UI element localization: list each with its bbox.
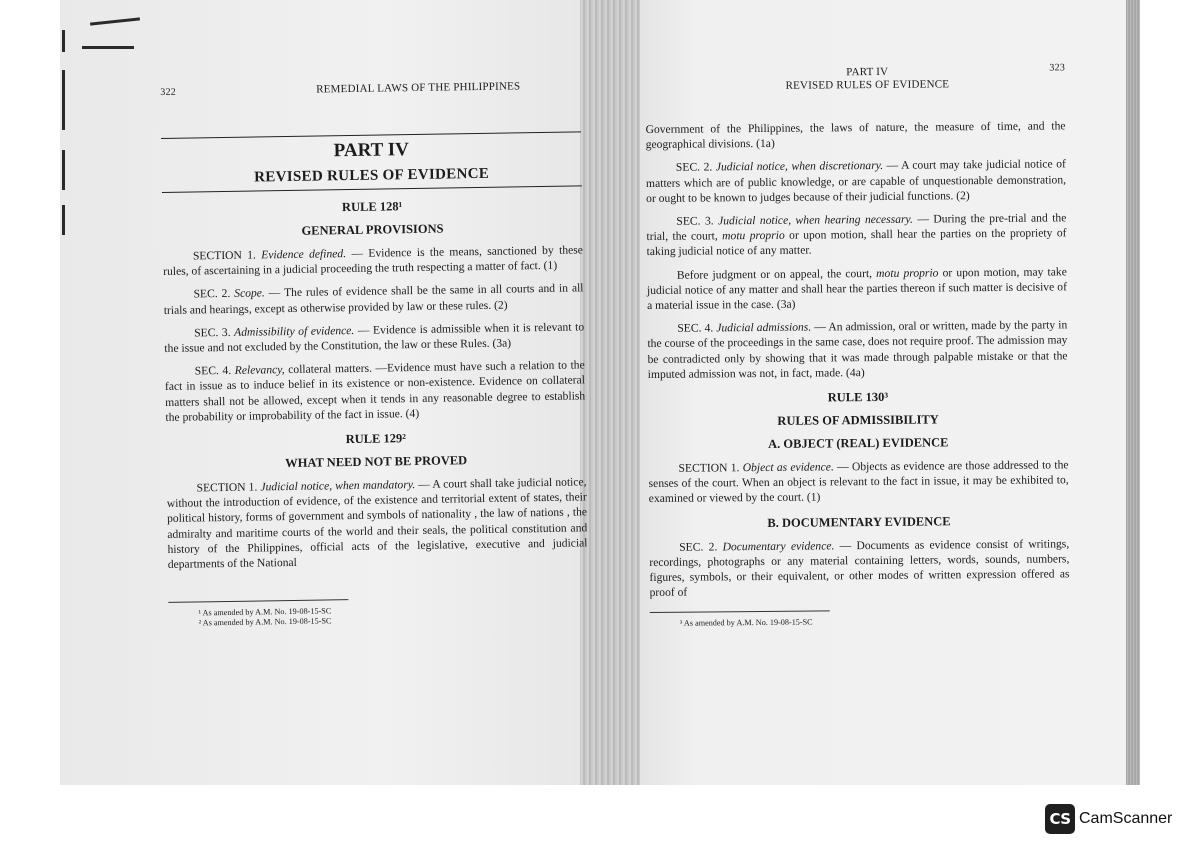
part-title: PART IV <box>333 139 410 162</box>
footnote-rule-right <box>650 611 830 614</box>
rule-130-title: RULES OF ADMISSIBILITY <box>777 412 939 428</box>
part-subtitle: REVISED RULES OF EVIDENCE <box>254 165 490 186</box>
book-gutter <box>580 0 640 785</box>
footnote-1: ¹ As amended by A.M. No. 19-08-15-SC <box>198 606 332 618</box>
running-head-title: REMEDIAL LAWS OF THE PHILIPPINES <box>316 80 521 96</box>
rule-129-section-3: SEC. 3. Judicial notice, when hearing necessary. — During the pre-trial and the trial, the court, motu proprio or upon motion, shall hear the parties on the propriety of taking judicial notice of any matter. <box>646 211 1067 259</box>
rule-129-title: WHAT NEED NOT BE PROVED <box>285 453 468 471</box>
footnote-3: ³ As amended by A.M. No. 19-08-15-SC <box>679 618 813 629</box>
rule-128-section-3: SEC. 3. Admissibility of evidence. — Evidence is admissible when it is relevant to the issue and not excluded by the Constitution, the law or these Rules. (3a) <box>164 320 585 355</box>
rule-129-section-3-paragraph-2: Before judgment or on appeal, the court, motu proprio or upon motion, may take judicial notice of any matter and shall hear the parties thereon if such matter is decisive of a material issue in the case. (3a) <box>646 264 1067 313</box>
right-running-head <box>645 62 1065 94</box>
section-b-heading: B. DOCUMENTARY EVIDENCE <box>767 514 951 530</box>
footnote-2: ² As amended by A.M. No. 19-08-15-SC <box>198 616 332 628</box>
right-page-content <box>645 62 1070 629</box>
section-a-heading: A. OBJECT (REAL) EVIDENCE <box>768 435 949 451</box>
page-edge <box>1126 0 1140 785</box>
scanned-spread <box>60 0 1140 785</box>
rule-128-title: GENERAL PROVISIONS <box>301 221 444 238</box>
rule-128-section-2: SEC. 2. Scope. — The rules of evidence shall be the same in all courts and in all trials and hearings, except as otherwise provided by law or these rules. (2) <box>163 281 584 317</box>
camscanner-brand-name: CamScanner <box>1079 810 1173 827</box>
left-page-content <box>160 63 589 629</box>
camscanner-logo-icon: CS <box>1045 804 1075 834</box>
running-head-title-right: REVISED RULES OF EVIDENCE <box>785 78 950 92</box>
rule-130-section-2: SEC. 2. Documentary evidence. — Documents as evidence consist of writings, recordings, photographs or any material containing letters, words, sounds, numbers, figures, symbols, or their equivalent, or other modes of written expression offered as proof of <box>649 536 1070 600</box>
footnote-rule-left <box>168 599 348 603</box>
rule-128-heading: RULE 128¹ <box>341 199 403 215</box>
continuation-paragraph: Government of the Philippines, the laws of nature, the measure of time, and the geographical divisions. (1a) <box>645 119 1066 152</box>
page-number-left: 322 <box>160 86 177 98</box>
rule-130-section-1: SECTION 1. Object as evidence. — Objects as evidence are those addressed to the senses of the court. When an object is relevant to the fact in issue, it may be exhibited to, examined or viewed by the court. (1) <box>648 458 1069 506</box>
rule-129-section-1: SECTION 1. Judicial notice, when mandatory. — A court shall take judicial notice, without the introduction of evidence, of the existence and territorial extent of states, their political history, forms of government and symbols of nationality , the law of nations , the admiralty and maritime courts of the world and their seals, the political constitution and history of the Philippines, official acts of the legislative, executive and judicial departments of the National <box>166 475 588 571</box>
rule-129-heading: RULE 129² <box>345 431 407 447</box>
page-number-right: 323 <box>1049 62 1066 74</box>
scan-artifacts <box>60 0 140 260</box>
rule-130-heading: RULE 130³ <box>827 389 889 405</box>
rule-128-section-4: SEC. 4. Relevancy, collateral matters. —Evidence must have such a relation to the fact in issue as to induce belief in its existence or non-existence. Evidence on collateral matters shall not be allowed, except when it tends in any reasonable degree to establish the probability or improbability of the fact in issue. (4) <box>164 358 586 424</box>
running-head-part: PART IV <box>846 65 889 79</box>
rule-129-section-4: SEC. 4. Judicial admissions. — An admission, oral or written, made by the party in the course of the proceedings in the same case, does not require proof. The admission may be contradicted only by showing that it was made through palpable mistake or that the imputed admission was not, in fact, made. (4a) <box>647 318 1068 381</box>
rule-129-section-2: SEC. 2. Judicial notice, when discretionary. — A court may take judicial notice of matters which are of public knowledge, or are capable of unquestionable demonstration, or ought to be known to judges because of their judicial functions. (2) <box>645 157 1067 205</box>
camscanner-watermark <box>1045 804 1172 834</box>
rule-128-section-1: SECTION 1. Evidence defined. — Evidence is the means, sanctioned by these rules, of ascertaining in a judicial proceeding the truth respecting a matter of fact. (1) <box>163 243 583 279</box>
